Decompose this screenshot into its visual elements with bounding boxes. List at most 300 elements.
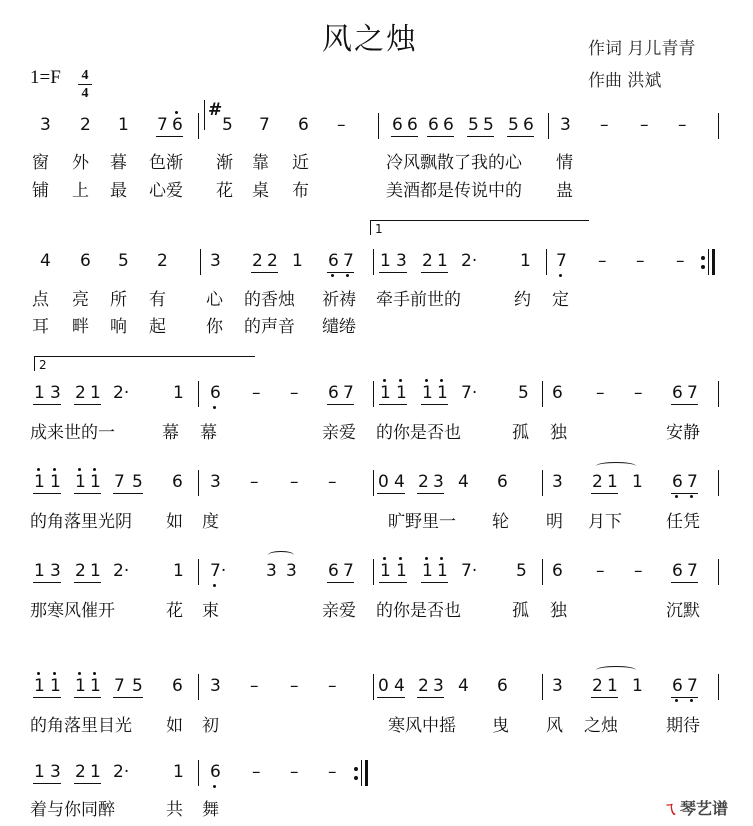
lyric-syllable: 有 (149, 290, 166, 310)
note: 5 (132, 676, 143, 696)
repeat-bar-thin (361, 760, 362, 786)
bar-line (198, 559, 199, 585)
beam-underline (377, 697, 405, 698)
lyric-syllable: 窗 (32, 153, 49, 173)
note: 6 (210, 383, 221, 403)
note: 2 (267, 251, 278, 271)
note: 1 (118, 115, 129, 135)
note: 6 (672, 561, 683, 581)
note: 1 (34, 676, 45, 696)
octave-dot-below (213, 785, 216, 788)
note: 7 (114, 472, 125, 492)
note: – (250, 676, 259, 696)
note: 6 (298, 115, 309, 135)
note: – (678, 115, 687, 135)
lyric-syllable: 所 (110, 290, 127, 310)
beam-underline (327, 582, 354, 583)
repeat-dot (701, 265, 705, 269)
octave-dot-above (93, 468, 96, 471)
sharp-accidental: # (208, 100, 223, 120)
lyric-syllable: 桌 (252, 181, 269, 201)
note: – (290, 472, 299, 492)
note: 3 (552, 472, 563, 492)
note: – (252, 383, 261, 403)
note: 1 (380, 383, 391, 403)
note: 1 (34, 383, 45, 403)
lyric-syllable: 亮 (72, 290, 89, 310)
tie-arc (268, 551, 294, 559)
beam-underline (33, 493, 61, 494)
note: 1 (292, 251, 303, 271)
note: 1 (34, 561, 45, 581)
note: 4 (40, 251, 51, 271)
beam-underline (379, 272, 407, 273)
note: – (636, 251, 645, 271)
repeat-bar-thick (365, 760, 368, 786)
octave-dot-above (425, 379, 428, 382)
lyric-syllable: 缱绻 (322, 317, 356, 337)
note: 7 (687, 676, 698, 696)
beam-underline (417, 493, 444, 494)
lyric-syllable: 安静 (666, 423, 700, 443)
lyric-syllable: 亲爱 (322, 601, 356, 621)
note: 0 (378, 472, 389, 492)
note: 1 (422, 561, 433, 581)
beam-underline (591, 697, 618, 698)
octave-dot-below (346, 274, 349, 277)
lyric-syllable: 你 (206, 317, 223, 337)
note: 4 (458, 472, 469, 492)
note: 1 (380, 251, 391, 271)
note: 3 (210, 472, 221, 492)
lyric-syllable: 束 (202, 601, 219, 621)
lyric-syllable: 寒风中摇 (388, 716, 456, 736)
volta-1-label: 1 (375, 222, 383, 236)
note: 5 (132, 472, 143, 492)
lyric-syllable: 共 (166, 800, 183, 820)
beam-underline (74, 582, 101, 583)
octave-dot-above (93, 672, 96, 675)
bar-line (200, 249, 201, 275)
beam-underline (113, 697, 143, 698)
lyric-syllable: 曳 (492, 716, 509, 736)
beam-underline (74, 404, 101, 405)
note: – (328, 762, 337, 782)
note: 5 (518, 383, 529, 403)
lyric-syllable: 心爱 (149, 181, 183, 201)
note: 2· (113, 561, 130, 581)
beam-underline (421, 272, 448, 273)
beam-underline (379, 404, 407, 405)
lyric-syllable: 牵手前世的 (376, 290, 461, 310)
note: – (600, 115, 609, 135)
octave-dot-above (37, 672, 40, 675)
beam-underline (33, 783, 61, 784)
bar-line (718, 113, 719, 139)
beam-underline (74, 697, 101, 698)
note: – (328, 472, 337, 492)
lyric-syllable: 亲爱 (322, 423, 356, 443)
note: 1 (90, 676, 101, 696)
note: 7 (687, 472, 698, 492)
beam-underline (156, 136, 183, 137)
repeat-bar-thin (708, 249, 709, 275)
octave-dot-below (213, 406, 216, 409)
repeat-bar-thick (712, 249, 715, 275)
lyric-syllable: 的声音 (244, 317, 295, 337)
octave-dot-above (37, 468, 40, 471)
lyric-syllable: 畔 (72, 317, 89, 337)
note: 1 (50, 676, 61, 696)
lyric-syllable: 幕 (200, 423, 217, 443)
lyric-syllable: 花 (166, 601, 183, 621)
octave-dot-below (690, 495, 693, 498)
lyric-syllable: 成来世的一 (30, 423, 115, 443)
note: 6 (210, 762, 221, 782)
note: 2 (422, 251, 433, 271)
note: – (252, 762, 261, 782)
bar-line (373, 249, 374, 275)
composer-credit: 作曲 洪斌 (588, 71, 662, 91)
octave-dot-below (331, 274, 334, 277)
bar-line (198, 674, 199, 700)
octave-dot-above (440, 379, 443, 382)
note: 6 (552, 383, 563, 403)
note: 1 (173, 383, 184, 403)
lyric-syllable: 的香烛 (244, 290, 295, 310)
bar-line (542, 559, 543, 585)
octave-dot-below (559, 274, 562, 277)
beam-underline (591, 493, 618, 494)
beam-underline (74, 783, 101, 784)
note: 2· (113, 383, 130, 403)
note: 6 (172, 115, 183, 135)
note: – (290, 762, 299, 782)
beam-underline (671, 404, 698, 405)
lyric-syllable: 响 (110, 317, 127, 337)
octave-dot-below (690, 699, 693, 702)
note: 1 (396, 383, 407, 403)
note: 7 (343, 251, 354, 271)
note: 6 (672, 472, 683, 492)
note: 1 (75, 472, 86, 492)
lyric-syllable: 的你是否也 (376, 601, 461, 621)
note: – (596, 561, 605, 581)
note: 3 (266, 561, 277, 581)
note: 1 (90, 762, 101, 782)
bar-line (373, 381, 374, 407)
note: 3 (560, 115, 571, 135)
note: 6 (552, 561, 563, 581)
octave-dot-above (78, 672, 81, 675)
note: 3 (286, 561, 297, 581)
note: 3 (552, 676, 563, 696)
note: 7· (210, 561, 227, 581)
lyric-syllable: 沉默 (666, 601, 700, 621)
note: – (596, 383, 605, 403)
note: 2 (418, 472, 429, 492)
octave-dot-above (440, 557, 443, 560)
lyric-syllable: 轮 (492, 512, 509, 532)
bar-line (198, 760, 199, 786)
note: – (634, 383, 643, 403)
lyric-syllable: 蛊 (556, 181, 573, 201)
note: 3 (50, 561, 61, 581)
beam-underline (113, 493, 143, 494)
octave-dot-below (213, 584, 216, 587)
site-logo (662, 796, 728, 819)
note: 1 (173, 561, 184, 581)
beam-underline (33, 697, 61, 698)
lyric-syllable: 定 (552, 290, 569, 310)
lyric-syllable: 上 (72, 181, 89, 201)
lyric-syllable: 度 (202, 512, 219, 532)
beam-underline (391, 136, 418, 137)
beam-underline (671, 697, 698, 698)
note: 2· (113, 762, 130, 782)
octave-dot-above (399, 557, 402, 560)
beam-underline (251, 272, 278, 273)
note: 1 (437, 383, 448, 403)
note: 2 (418, 676, 429, 696)
note: 7 (114, 676, 125, 696)
lyric-syllable: 独 (550, 423, 567, 443)
note: – (290, 676, 299, 696)
beam-underline (379, 582, 407, 583)
octave-dot-below (675, 699, 678, 702)
note: 6 (172, 472, 183, 492)
note: 3 (396, 251, 407, 271)
note: 4 (394, 676, 405, 696)
note: 2· (461, 251, 478, 271)
lyric-syllable: 点 (32, 290, 49, 310)
note: 7 (687, 383, 698, 403)
lyric-syllable: 起 (149, 317, 166, 337)
note: 6 (672, 383, 683, 403)
note: 6 (497, 472, 508, 492)
note: 5 (222, 115, 233, 135)
lyric-syllable: 情 (556, 153, 573, 173)
lyric-syllable: 幕 (162, 423, 179, 443)
note: 2 (75, 762, 86, 782)
note: 3 (50, 383, 61, 403)
repeat-dot (354, 767, 358, 771)
lyric-syllable: 孤 (512, 423, 529, 443)
beam-underline (507, 136, 534, 137)
key-signature: 1=F (30, 67, 61, 88)
volta-bracket-1 (370, 220, 589, 235)
beam-underline (427, 136, 454, 137)
beam-underline (327, 404, 354, 405)
lyric-syllable: 冷风飘散了我的心 (386, 153, 522, 173)
note: 6 (443, 115, 454, 135)
lyric-syllable: 初 (202, 716, 219, 736)
bar-line (548, 113, 549, 139)
note: 1 (34, 762, 45, 782)
note: 0 (378, 676, 389, 696)
lyric-syllable: 最 (110, 181, 127, 201)
octave-dot-above (53, 468, 56, 471)
lyric-syllable: 那寒风催开 (30, 601, 115, 621)
bar-line (373, 470, 374, 496)
beam-underline (33, 582, 61, 583)
bar-line (378, 113, 379, 139)
octave-dot-above (399, 379, 402, 382)
beam-underline (417, 697, 444, 698)
lyric-syllable: 渐 (216, 153, 233, 173)
bar-line (198, 113, 199, 139)
note: 3 (433, 676, 444, 696)
octave-dot-above (383, 557, 386, 560)
note: 5 (508, 115, 519, 135)
lyric-syllable: 之烛 (584, 716, 618, 736)
note: 7 (259, 115, 270, 135)
note: 1 (632, 472, 643, 492)
lyric-syllable: 独 (550, 601, 567, 621)
note: 1 (607, 472, 618, 492)
lyric-syllable: 近 (292, 153, 309, 173)
note: 1 (632, 676, 643, 696)
repeat-dot (701, 256, 705, 260)
note: 3 (210, 251, 221, 271)
note: 3 (210, 676, 221, 696)
lyric-syllable: 着与你同醉 (30, 800, 115, 820)
note: – (290, 383, 299, 403)
note: 6 (428, 115, 439, 135)
lyric-syllable: 明 (546, 512, 563, 532)
lyric-syllable: 如 (166, 512, 183, 532)
note: 1 (422, 383, 433, 403)
bar-line (718, 470, 719, 496)
lyric-syllable: 外 (72, 153, 89, 173)
octave-dot-above (53, 672, 56, 675)
beam-underline (74, 493, 101, 494)
note: 7 (687, 561, 698, 581)
note: 1 (520, 251, 531, 271)
bar-line (198, 381, 199, 407)
time-signature-top: 4 (81, 68, 89, 83)
note: 2 (592, 676, 603, 696)
lyric-syllable: 约 (514, 290, 531, 310)
logo-mark-icon: ㄟ (662, 799, 679, 818)
note: 2 (157, 251, 168, 271)
note: – (676, 251, 685, 271)
bar-line (373, 559, 374, 585)
note: 1 (607, 676, 618, 696)
note: 2 (252, 251, 263, 271)
lyric-syllable: 铺 (32, 181, 49, 201)
note: 1 (437, 251, 448, 271)
beam-underline (467, 136, 494, 137)
note: – (640, 115, 649, 135)
note: 1 (90, 472, 101, 492)
bar-line (718, 559, 719, 585)
note: 2 (75, 383, 86, 403)
beam-underline (671, 493, 698, 494)
tie-arc (596, 666, 636, 674)
octave-dot-above (383, 379, 386, 382)
lyric-syllable: 耳 (32, 317, 49, 337)
note: 7 (343, 383, 354, 403)
note: – (337, 115, 346, 135)
note: 1 (173, 762, 184, 782)
note: 1 (396, 561, 407, 581)
lyric-syllable: 如 (166, 716, 183, 736)
note: 6 (392, 115, 403, 135)
note: 2 (75, 561, 86, 581)
beam-underline (377, 493, 405, 494)
note: 1 (90, 561, 101, 581)
lyric-syllable: 暮 (110, 153, 127, 173)
lyric-syllable: 舞 (202, 800, 219, 820)
logo-text: 琴艺谱 (680, 799, 729, 818)
note: 5 (118, 251, 129, 271)
note: 5 (483, 115, 494, 135)
volta-bracket-2 (34, 356, 255, 371)
octave-dot-above (425, 557, 428, 560)
lyric-syllable: 美酒都是传说中的 (386, 181, 522, 201)
page-title: 风之烛 (322, 22, 418, 57)
note: 1 (437, 561, 448, 581)
note: 6 (328, 561, 339, 581)
volta-2-label: 2 (39, 358, 47, 372)
bar-line (546, 249, 547, 275)
note: 6 (672, 676, 683, 696)
note: 7· (461, 561, 478, 581)
note: 2 (80, 115, 91, 135)
note: 4 (394, 472, 405, 492)
note: – (634, 561, 643, 581)
lyricist-credit: 作词 月儿青青 (588, 39, 696, 59)
note: 7 (157, 115, 168, 135)
note: 6 (328, 251, 339, 271)
lyric-syllable: 的角落里光阴 (30, 512, 132, 532)
bar-line (542, 674, 543, 700)
note: 6 (407, 115, 418, 135)
lyric-syllable: 风 (546, 716, 563, 736)
tie-arc (596, 462, 636, 470)
note: 7 (343, 561, 354, 581)
note: 1 (50, 472, 61, 492)
note: 1 (90, 383, 101, 403)
note: 6 (523, 115, 534, 135)
lyric-syllable: 的角落里目光 (30, 716, 132, 736)
lyric-syllable: 任凭 (666, 512, 700, 532)
octave-dot-above (175, 111, 178, 114)
lyric-syllable: 祈祷 (322, 290, 356, 310)
beam-underline (671, 582, 698, 583)
time-signature (78, 68, 92, 101)
note: 3 (50, 762, 61, 782)
lyric-syllable: 花 (216, 181, 233, 201)
lyric-syllable: 的你是否也 (376, 423, 461, 443)
beam-underline (327, 272, 354, 273)
time-signature-bottom: 4 (81, 86, 89, 101)
lyric-syllable: 色渐 (149, 153, 183, 173)
note: 6 (80, 251, 91, 271)
note: 1 (75, 676, 86, 696)
bar-line (718, 381, 719, 407)
octave-dot-below (675, 495, 678, 498)
note: 6 (172, 676, 183, 696)
repeat-dot (354, 776, 358, 780)
note: 3 (40, 115, 51, 135)
note: 1 (380, 561, 391, 581)
lyric-syllable: 布 (292, 181, 309, 201)
note: – (598, 251, 607, 271)
note: 7 (556, 251, 567, 271)
note: 6 (497, 676, 508, 696)
